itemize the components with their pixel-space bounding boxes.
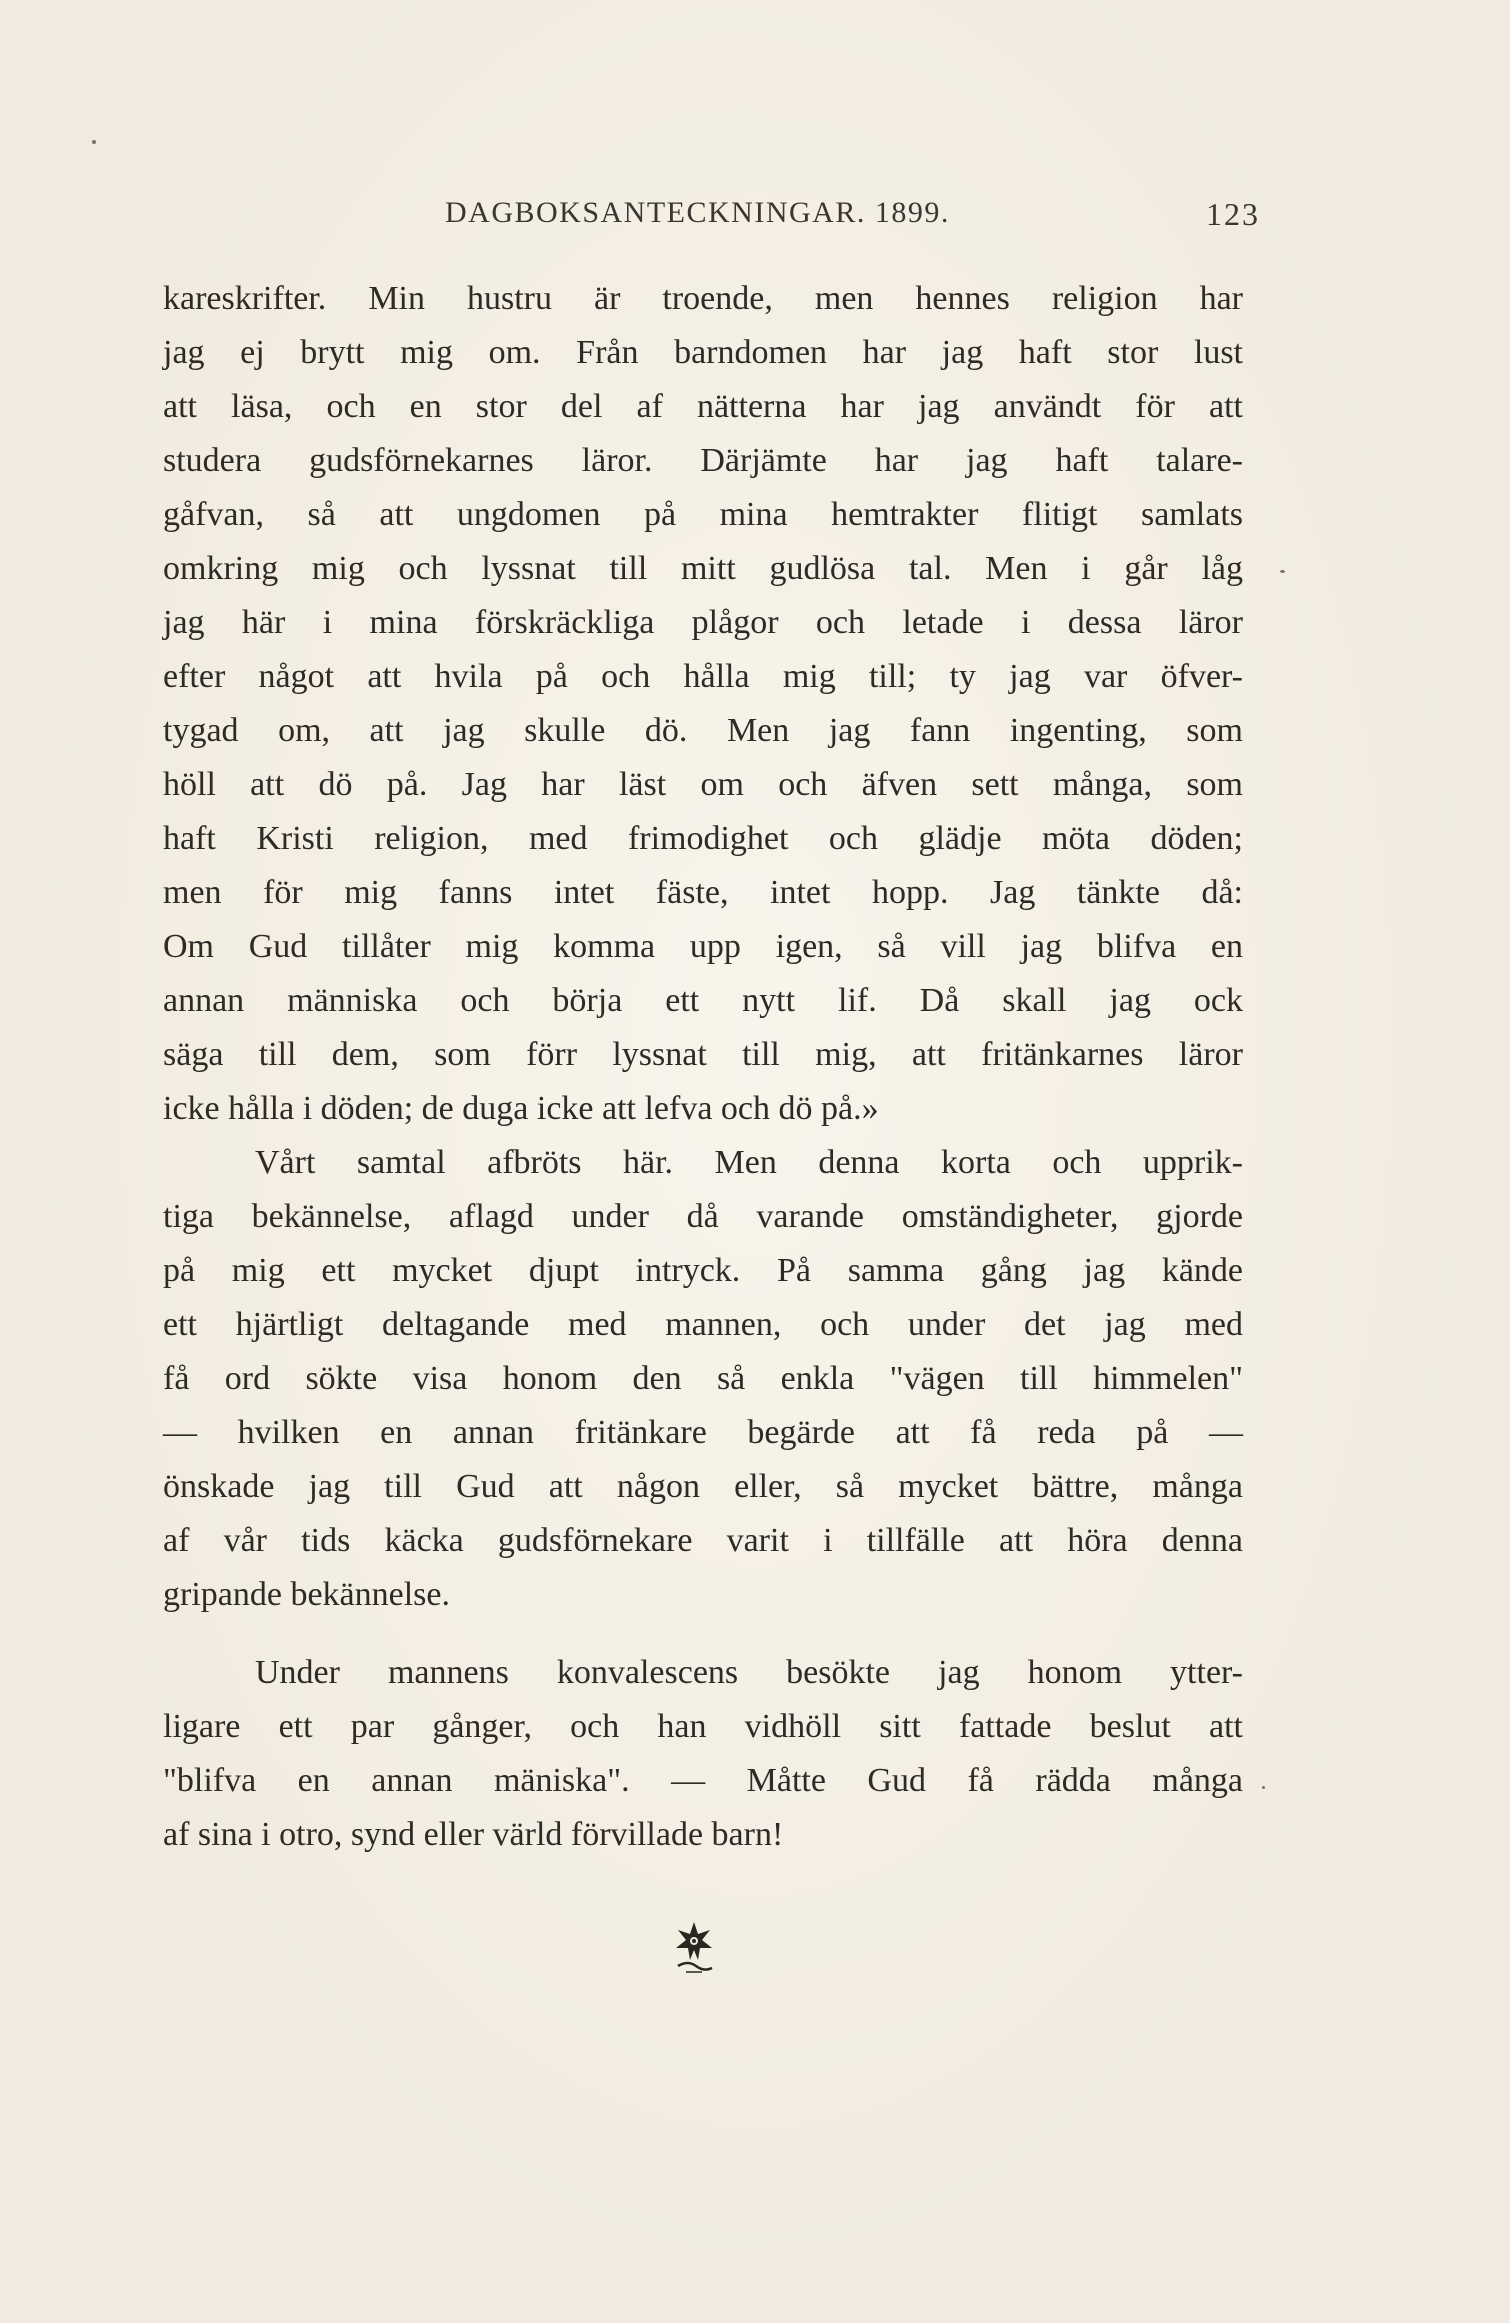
text-line: Om Gud tillåter mig komma upp igen, så vill jag blifva en <box>163 928 1243 965</box>
page-number: 123 <box>1206 196 1260 232</box>
print-speck <box>1262 1786 1265 1789</box>
text-line: Under mannens konvalescens besökte jag honom ytter- <box>255 1654 1243 1691</box>
text-line: men för mig fanns intet fäste, intet hopp. Jag tänkte då: <box>163 874 1243 911</box>
text-line: jag ej brytt mig om. Från barndomen har jag haft stor lust <box>163 334 1243 371</box>
paragraph <box>163 1646 1243 1862</box>
text-line: att läsa, och en stor del af nätterna har jag användt för att <box>163 388 1243 425</box>
text-line: annan människa och börja ett nytt lif. Då skall jag ock <box>163 982 1243 1019</box>
text-line: jag här i mina förskräckliga plågor och letade i dessa läror <box>163 604 1243 641</box>
text-line: Vårt samtal afbröts här. Men denna korta och upprik- <box>255 1144 1243 1181</box>
page-header <box>165 196 1260 236</box>
text-line: ligare ett par gånger, och han vidhöll sitt fattade beslut att <box>163 1708 1243 1745</box>
text-line: haft Kristi religion, med frimodighet och glädje möta döden; <box>163 820 1243 857</box>
text-line: gripande bekännelse. <box>163 1576 450 1613</box>
text-line: höll att dö på. Jag har läst om och äfven sett många, som <box>163 766 1243 803</box>
text-line: kareskrifter. Min hustru är troende, men hennes religion har <box>163 280 1243 317</box>
text-line: efter något att hvila på och hålla mig till; ty jag var öfver- <box>163 658 1243 695</box>
body-text <box>163 272 1243 1862</box>
text-line: önskade jag till Gud att någon eller, så mycket bättre, många <box>163 1468 1243 1505</box>
text-line: af vår tids käcka gudsförnekare varit i tillfälle att höra denna <box>163 1522 1243 1559</box>
text-line: af sina i otro, synd eller värld förvillade barn! <box>163 1816 784 1853</box>
text-line: tiga bekännelse, aflagd under då varande omständigheter, gjorde <box>163 1198 1243 1235</box>
paragraph-gap <box>163 1622 1243 1646</box>
paragraph <box>163 1136 1243 1622</box>
paragraph <box>163 272 1243 1136</box>
star-flower-ornament-icon <box>672 1920 716 1976</box>
text-line: gåfvan, så att ungdomen på mina hemtrakter flitigt samlats <box>163 496 1243 533</box>
text-line: få ord sökte visa honom den så enkla "vägen till himmelen" <box>163 1360 1243 1397</box>
text-line: icke hålla i döden; de duga icke att lefva och dö på.» <box>163 1090 879 1127</box>
running-title: DAGBOKSANTECKNINGAR. 1899. <box>445 196 950 229</box>
text-line: säga till dem, som förr lyssnat till mig, att fritänkarnes läror <box>163 1036 1243 1073</box>
text-line: — hvilken en annan fritänkare begärde att få reda på — <box>163 1414 1243 1451</box>
text-line: tygad om, att jag skulle dö. Men jag fann ingenting, som <box>163 712 1243 749</box>
text-line: ett hjärtligt deltagande med mannen, och under det jag med <box>163 1306 1243 1343</box>
text-line: på mig ett mycket djupt intryck. På samma gång jag kände <box>163 1252 1243 1289</box>
print-speck <box>92 140 96 144</box>
text-line: omkring mig och lyssnat till mitt gudlösa tal. Men i går låg <box>163 550 1243 587</box>
print-speck <box>1280 570 1285 573</box>
text-line: studera gudsförnekarnes läror. Därjämte har jag haft talare- <box>163 442 1243 479</box>
text-line: "blifva en annan mäniska". — Måtte Gud få rädda många <box>163 1762 1243 1799</box>
